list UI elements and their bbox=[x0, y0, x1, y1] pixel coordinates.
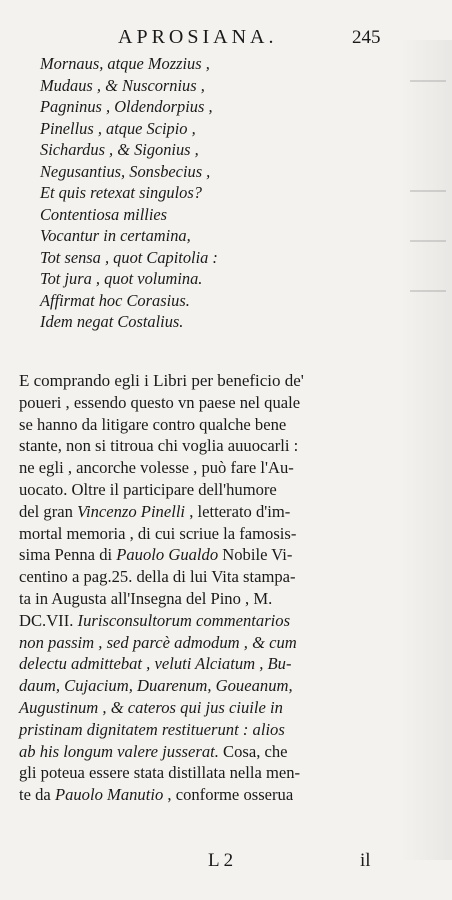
prose-line bbox=[19, 435, 407, 457]
prose-line bbox=[19, 784, 407, 806]
prose-line bbox=[19, 588, 407, 610]
verse-line: Idem negat Costalius. bbox=[40, 312, 184, 331]
roman-text: sima Penna di bbox=[19, 545, 117, 565]
catchword: il bbox=[360, 850, 371, 871]
prose-line bbox=[19, 457, 407, 479]
roman-text: poueri , essendo questo vn paese nel quale bbox=[19, 392, 301, 412]
verse-line: Pinellus , atque Scipio , bbox=[40, 118, 196, 138]
roman-text: te da bbox=[19, 785, 55, 805]
bleed-mark bbox=[410, 240, 446, 256]
prose-block bbox=[19, 370, 407, 806]
verse-line: Vocantur in certamina, bbox=[40, 226, 191, 245]
prose-line bbox=[19, 566, 407, 588]
roman-text: stante, non si titroua chi voglia auuocarli : bbox=[19, 436, 299, 456]
prose-line bbox=[19, 501, 407, 523]
prose-line bbox=[19, 392, 407, 414]
verse-line: Negusantius, Sonsbecius , bbox=[40, 161, 211, 181]
prose-line bbox=[19, 479, 407, 501]
roman-text: se hanno da litigare contro qualche bene bbox=[19, 414, 287, 434]
verse-line: Mornaus, atque Mozzius , bbox=[40, 54, 210, 73]
verse-line: Pagninus , Oldendorpius , bbox=[40, 97, 213, 116]
verse-line: Contentiosa millies bbox=[40, 204, 168, 224]
prose-line bbox=[19, 610, 407, 632]
verse-line: Affirmat hoc Corasius. bbox=[40, 290, 190, 310]
prose-line bbox=[19, 544, 407, 566]
verse-line: Tot sensa , quot Capitolia : bbox=[40, 247, 218, 267]
roman-text: ta in Augusta all'Insegna del Pino , M. bbox=[19, 588, 273, 608]
roman-text: ne egli , ancorche volesse , può fare l'Au- bbox=[19, 458, 294, 478]
prose-line bbox=[19, 523, 407, 545]
verse-line: Tot jura , quot volumina. bbox=[40, 269, 203, 288]
verse-line: Sichardus , & Sigonius , bbox=[40, 140, 199, 159]
roman-text: del gran bbox=[19, 501, 78, 521]
italic-text: Augustinum , & cateros qui jus ciuile in bbox=[19, 697, 283, 717]
italic-text: ab his longum valere jusserat. bbox=[19, 741, 219, 761]
roman-text: , letterato d'im- bbox=[185, 501, 291, 521]
roman-text: mortal memoria , di cui scriue la famosis- bbox=[19, 523, 297, 543]
verse-block bbox=[40, 53, 360, 333]
italic-text: Vincenzo Pinelli bbox=[77, 501, 186, 521]
roman-text: gli poteua essere stata distillata nella men- bbox=[19, 763, 301, 783]
italic-text: daum, Cujacium, Duarenum, Goueanum, bbox=[19, 676, 293, 696]
verse-line: Et quis retexat singulos? bbox=[40, 183, 202, 202]
roman-text: , conforme osserua bbox=[163, 785, 294, 805]
italic-text: pristinam dignitatem restituerunt : alios bbox=[19, 719, 285, 739]
prose-line bbox=[19, 653, 407, 675]
prose-line bbox=[19, 675, 407, 697]
running-title: APROSIANA. bbox=[118, 26, 278, 48]
italic-text: Pauolo Manutio bbox=[54, 785, 164, 805]
page-number: 245 bbox=[352, 27, 381, 48]
prose-line bbox=[19, 741, 407, 763]
prose-line bbox=[19, 414, 407, 436]
bleed-through-shadow bbox=[400, 40, 452, 860]
prose-line bbox=[19, 762, 407, 784]
roman-text: Cosa, che bbox=[218, 741, 288, 761]
prose-line bbox=[19, 370, 407, 392]
italic-text: non passim , sed parcè admodum , & cum bbox=[19, 632, 297, 652]
roman-text: DC.VII. bbox=[19, 610, 78, 630]
bleed-mark bbox=[410, 80, 446, 96]
italic-text: delectu admittebat , veluti Alciatum , Bu- bbox=[19, 654, 292, 674]
roman-text: E comprando egli i Libri per beneficio de' bbox=[19, 371, 304, 390]
italic-text: Iurisconsultorum commentarios bbox=[77, 610, 291, 630]
italic-text: Pauolo Gualdo bbox=[116, 545, 219, 565]
page-footer bbox=[0, 850, 452, 878]
roman-text: Nobile Vi- bbox=[218, 545, 293, 565]
prose-line bbox=[19, 632, 407, 654]
roman-text: centino a pag.25. della di lui Vita stampa- bbox=[19, 567, 296, 587]
prose-line bbox=[19, 697, 407, 719]
bleed-mark bbox=[410, 290, 446, 306]
bleed-mark bbox=[410, 190, 446, 206]
signature-mark: L 2 bbox=[208, 850, 234, 871]
prose-line bbox=[19, 719, 407, 741]
roman-text: uocato. Oltre il participare dell'humore bbox=[19, 479, 277, 499]
verse-line: Mudaus , & Nuscornius , bbox=[40, 75, 205, 95]
